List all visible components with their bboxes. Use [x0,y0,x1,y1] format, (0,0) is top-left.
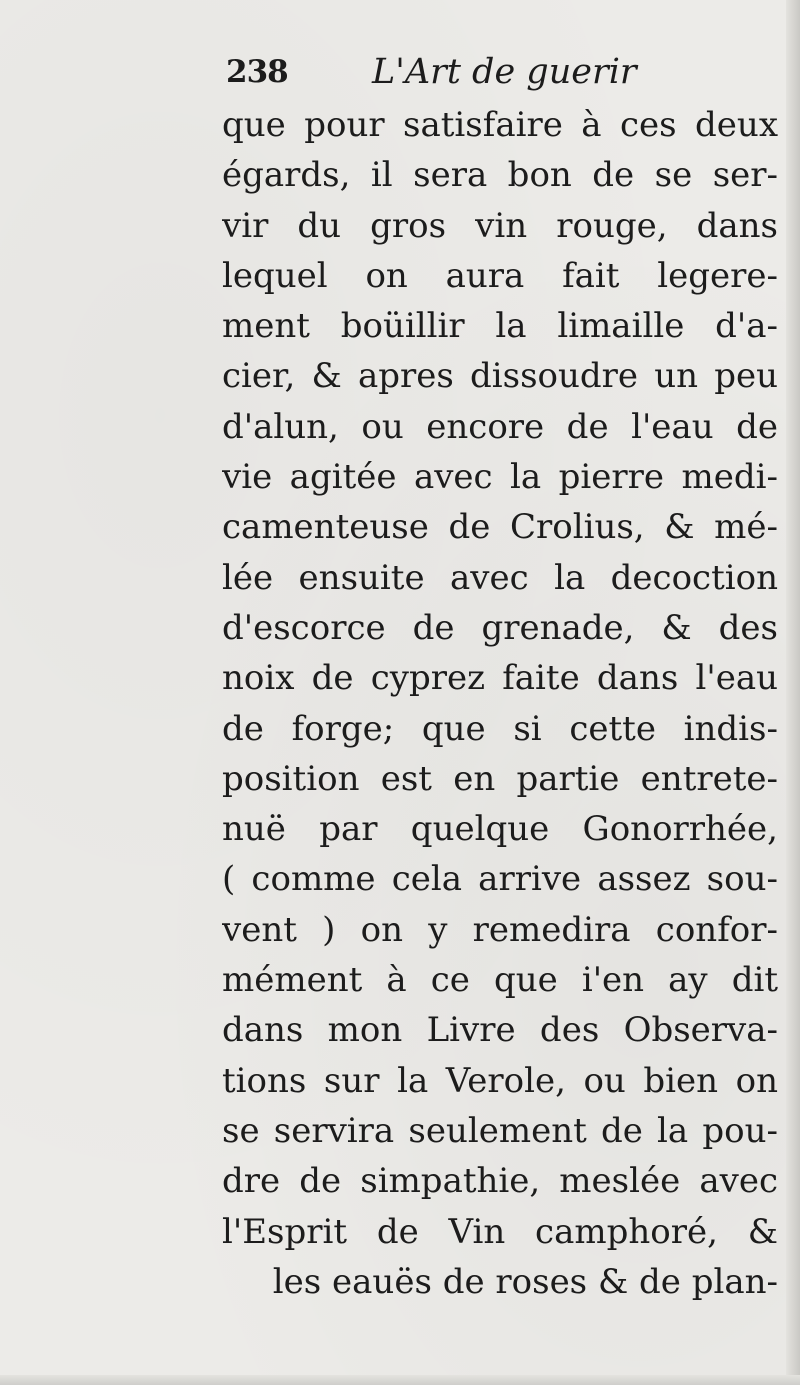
text-line: position est en partie entrete- [222,758,778,799]
page-edge-shadow [786,0,800,1385]
text-line: vent ) on y remedira confor- [222,909,778,950]
page-bottom-edge [0,1375,800,1385]
text-line: l'Esprit de Vin camphoré, & [222,1211,778,1252]
text-line: lequel on aura fait legere- [222,255,778,296]
text-line: camenteuse de Crolius, & mé- [222,507,778,548]
body-text [222,100,778,1330]
text-line: noix de cyprez faite dans l'eau [222,658,778,699]
page-number: 238 [226,54,288,90]
text-line: vie agitée avec la pierre medi- [222,457,778,498]
text-line: ment boüillir la limaille d'a- [222,306,778,347]
text-line: dre de simpathie, meslée avec [222,1161,778,1202]
text-line: se servira seulement de la pou- [222,1110,778,1151]
text-line: cier, & apres dissoudre un peu [222,356,778,397]
text-line: les eauës de roses & de plan- [272,1261,778,1302]
text-line: ( comme cela arrive assez sou- [222,859,778,900]
text-line: lée ensuite avec la decoction [222,557,778,598]
text-line: vir du gros vin rouge, dans [222,205,778,246]
text-line: d'alun, ou encore de l'eau de [222,406,778,447]
running-title: L'Art de guerir [372,52,637,92]
text-line: dans mon Livre des Observa- [222,1010,778,1051]
text-line: de forge; que si cette indis- [222,708,778,749]
text-line: mément à ce que i'en ay dit [222,960,778,1001]
text-line: d'escorce de grenade, & des [222,607,778,648]
running-head [226,48,706,96]
text-line: nuë par quelque Gonorrhée, [222,809,778,850]
text-line: que pour satisfaire à ces deux [222,105,778,145]
text-line: égards, il sera bon de se ser- [222,155,778,196]
text-line: tions sur la Verole, ou bien on [222,1060,778,1101]
